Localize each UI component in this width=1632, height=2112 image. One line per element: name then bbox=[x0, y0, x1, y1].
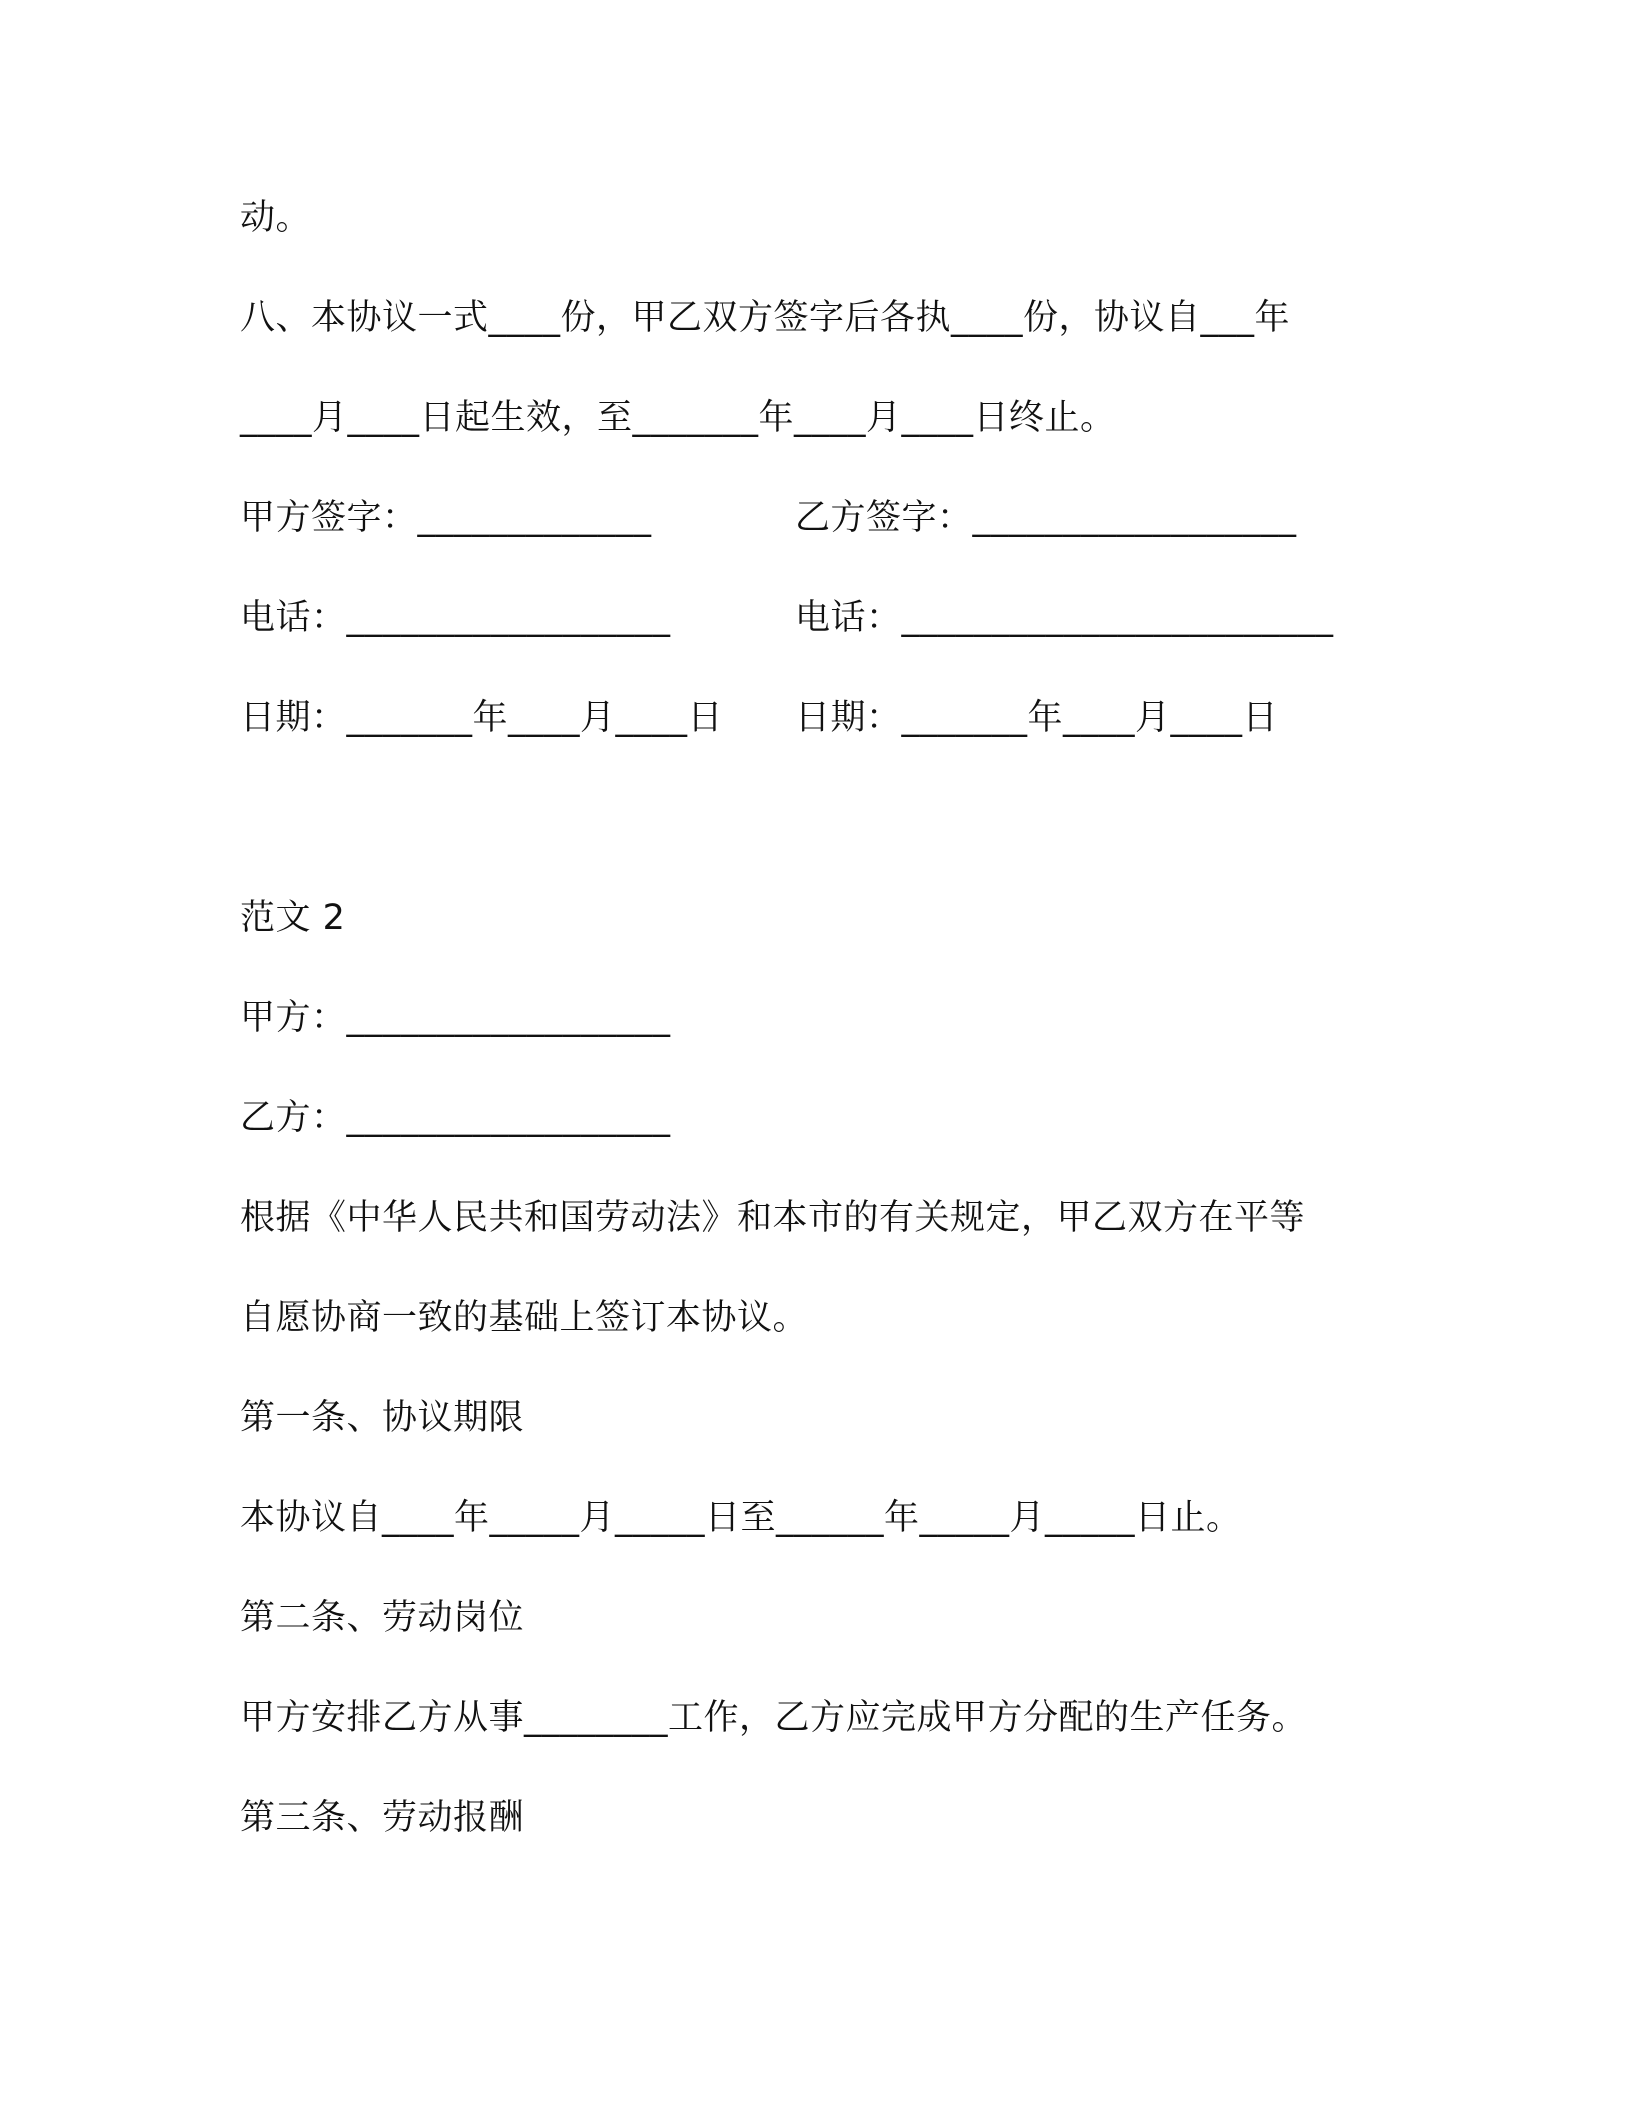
party-b-line: 乙方：__________________ bbox=[240, 1098, 671, 1138]
clause-8-line-1: 八、本协议一式____份，甲乙双方签字后各执____份，协议自___年 bbox=[240, 298, 1291, 338]
article-2-title: 第二条、劳动岗位 bbox=[240, 1598, 525, 1638]
party-b-phone: 电话：________________________ bbox=[795, 598, 1334, 638]
party-b-date: 日期：_______年____月____日 bbox=[795, 698, 1279, 738]
party-a-line: 甲方：__________________ bbox=[240, 998, 671, 1038]
intro-paragraph-line-2: 自愿协商一致的基础上签订本协议。 bbox=[240, 1298, 809, 1338]
party-a-phone: 电话：__________________ bbox=[240, 598, 671, 638]
article-3-title: 第三条、劳动报酬 bbox=[240, 1798, 525, 1838]
article-1-title: 第一条、协议期限 bbox=[240, 1398, 525, 1438]
intro-paragraph-line-1: 根据《中华人民共和国劳动法》和本市的有关规定，甲乙双方在平等 bbox=[240, 1198, 1306, 1238]
party-b-signature: 乙方签字：__________________ bbox=[795, 498, 1297, 538]
party-a-date: 日期：_______年____月____日 bbox=[240, 698, 724, 738]
party-a-signature: 甲方签字：_____________ bbox=[240, 498, 652, 538]
article-2-body: 甲方安排乙方从事________工作，乙方应完成甲方分配的生产任务。 bbox=[240, 1698, 1308, 1738]
article-1-body: 本协议自____年_____月_____日至______年_____月_____日止。 bbox=[240, 1498, 1242, 1538]
sample-2-heading: 范文 2 bbox=[240, 898, 346, 938]
continuation-text: 动。 bbox=[240, 198, 312, 238]
clause-8-line-2: ____月____日起生效，至_______年____月____日终止。 bbox=[240, 398, 1116, 438]
